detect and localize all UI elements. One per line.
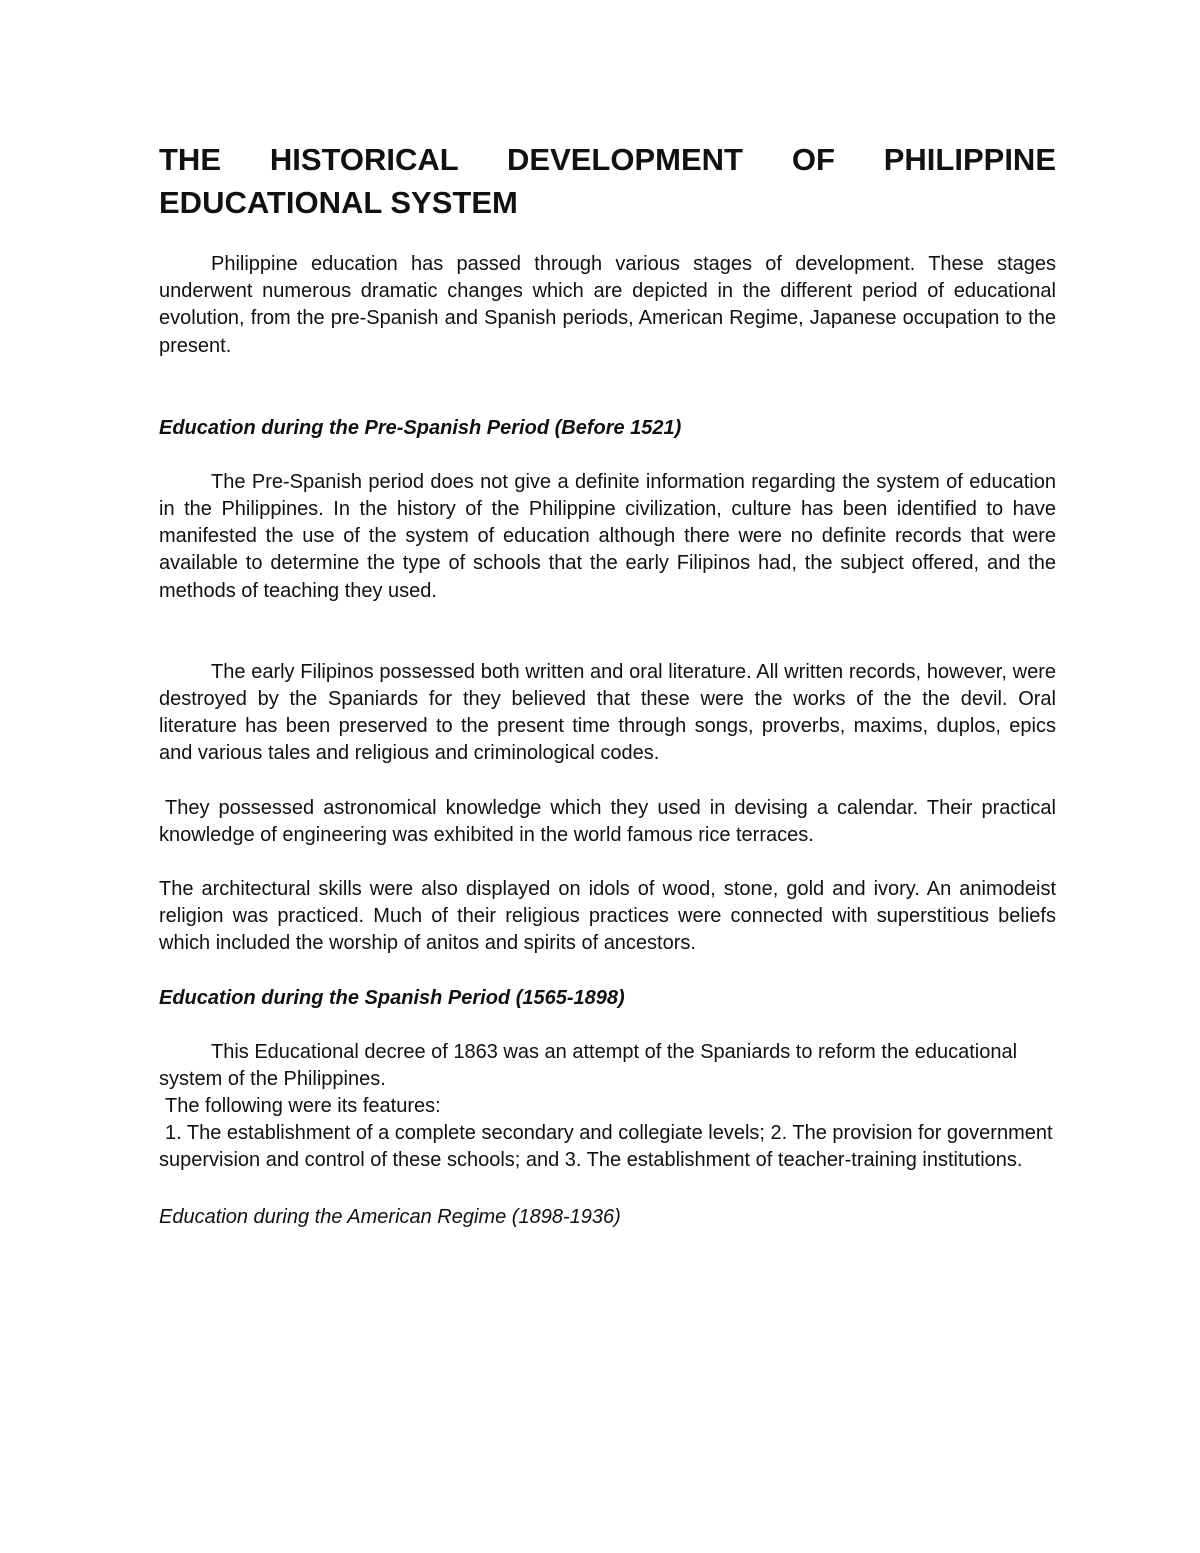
american-heading: Education during the American Regime (1898-1936): [159, 1205, 621, 1228]
pre-spanish-paragraph-1: The Pre-Spanish period does not give a definite information regarding the system of education in the Philippines. In the history of the Philippine civilization, culture has been identified to have manifested the use of the system of education although there were no definite records that were available to determine the type of schools that the early Filipinos had, the subject offered, and the methods of teaching they used.: [159, 470, 1056, 602]
spanish-paragraph: This Educational decree of 1863 was an attempt of the Spaniards to reform the educational system of the Philippines.: [159, 1040, 1018, 1090]
features-list: 1. The establishment of a complete secondary and collegiate levels; 2. The provision for government supervision and control of these schools; and 3. The establishment of teacher-training institutions.: [159, 1122, 1053, 1172]
title-line-2: EDUCATIONAL SYSTEM: [159, 185, 518, 220]
intro-paragraph: Philippine education has passed through various stages of development. These stages underwent numerous dramatic changes which are depicted in the different period of educational evolution, from the pre-Spanish and Spanish periods, American Regime, Japanese occupation to the present.: [159, 253, 1056, 357]
spanish-heading: Education during the Spanish Period (1565-1898): [159, 986, 625, 1009]
features-intro: The following were its features:: [165, 1095, 441, 1118]
pre-spanish-heading: Education during the Pre-Spanish Period (Before 1521): [159, 416, 682, 439]
title-line-1: THE HISTORICAL DEVELOPMENT OF PHILIPPINE: [159, 142, 1056, 177]
spanish-section: [159, 1039, 1056, 1175]
document-body: [159, 138, 1056, 1231]
pre-spanish-paragraph-2: The early Filipinos possessed both written and oral literature. All written records, however, were destroyed by the Spaniards for they believed that these were the works of the the devil. Oral literature has been preserved to the present time through songs, proverbs, maxims, duplos, epics and various tales and religious and criminological codes.: [159, 660, 1056, 765]
pre-spanish-paragraph-4: The architectural skills were also displayed on idols of wood, stone, gold and ivory. An animodeist religion was practiced. Much of their religious practices were connected with superstitious beliefs which included the worship of anitos and spirits of ancestors.: [159, 878, 1056, 955]
pre-spanish-paragraph-3: They possessed astronomical knowledge which they used in devising a calendar. Their practical knowledge of engineering was exhibited in the world famous rice terraces.: [159, 796, 1056, 846]
document-title: [159, 138, 1056, 224]
